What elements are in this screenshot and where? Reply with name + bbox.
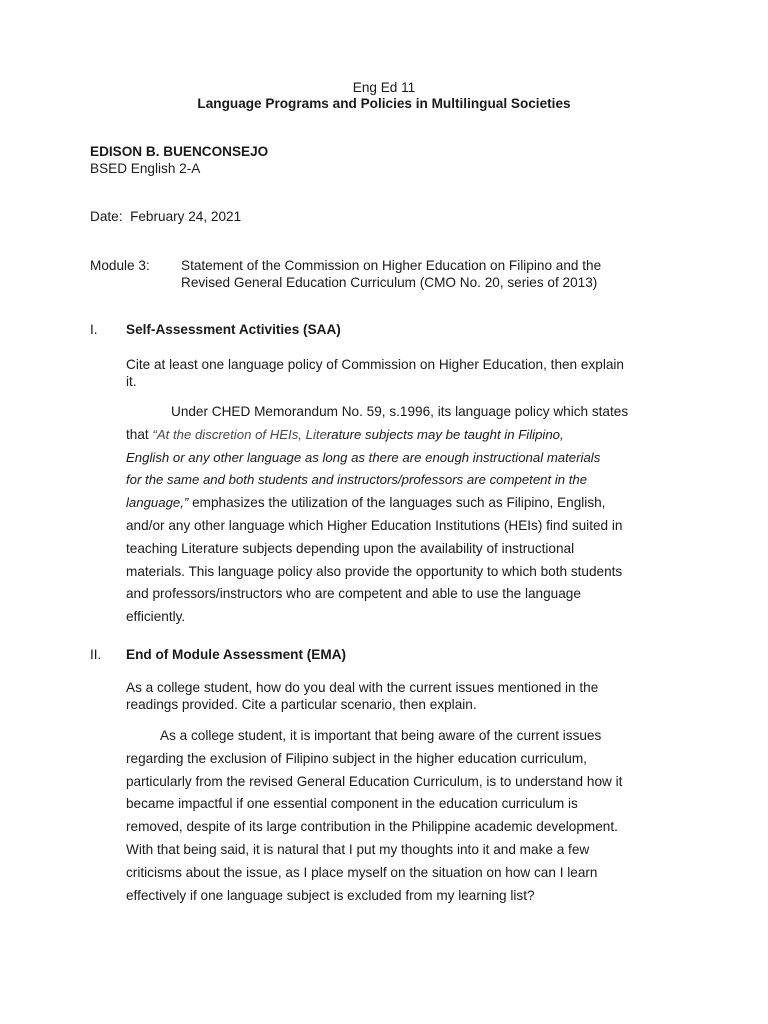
section-1-prompt-line: it. — [126, 374, 137, 389]
document-title: Language Programs and Policies in Multilingual Societies — [197, 96, 571, 111]
answer-line — [126, 492, 686, 515]
policy-quote: language,” — [126, 495, 189, 511]
policy-quote: rature subjects may be taught in Filipino, — [326, 426, 564, 442]
answer-line: efficiently. — [126, 609, 186, 625]
answer-line: teaching Literature subjects depending upon the availability of instructional — [126, 540, 575, 556]
module-label: Module 3: — [90, 258, 150, 273]
answer-line: As a college student, it is important that being aware of the current issues — [160, 728, 602, 743]
date-line — [90, 209, 241, 224]
policy-quote: “At the discretion of HEIs, Lite — [152, 426, 327, 442]
section-2-answer — [126, 725, 686, 907]
answer-line: effectively if one language subject is excluded from my learning list? — [126, 887, 535, 903]
policy-quote-line: for the same and both students and instructors/professors are competent in the — [126, 472, 588, 488]
answer-line: particularly from the revised General Education Curriculum, is to understand how it — [126, 773, 623, 789]
section-2-numeral: II. — [90, 647, 102, 662]
answer-line: became impactful if one essential component in the education curriculum is — [126, 796, 578, 812]
section-2-heading: End of Module Assessment (EMA) — [126, 647, 347, 662]
policy-quote-line: English or any other language as long as there are enough instructional materials — [126, 449, 601, 465]
answer-line: materials. This language policy also provide the opportunity to which both students — [126, 563, 623, 579]
module-title-line-1: Statement of the Commission on Higher Education on Filipino and the — [181, 258, 602, 273]
answer-line: removed, despite of its large contribution in the Philippine academic development. — [126, 819, 618, 835]
section-1-prompt-line: Cite at least one language policy of Commission on Higher Education, then explain — [126, 357, 624, 372]
section-2-prompt — [126, 679, 686, 713]
answer-line — [126, 424, 686, 447]
course-code: Eng Ed 11 — [352, 80, 416, 95]
answer-line: and/or any other language which Higher Education Institutions (HEIs) find suited in — [126, 517, 623, 533]
student-section: BSED English 2-A — [90, 161, 201, 176]
section-2-prompt-line: As a college student, how do you deal with the current issues mentioned in the — [126, 680, 599, 695]
answer-line: regarding the exclusion of Filipino subject in the higher education curriculum, — [126, 750, 587, 766]
answer-line: criticisms about the issue, as I place myself on the situation on how can I learn — [126, 864, 598, 880]
answer-line: Under CHED Memorandum No. 59, s.1996, its language policy which states — [171, 404, 629, 419]
answer-line: and professors/instructors who are competent and able to use the language — [126, 586, 581, 602]
section-1-numeral: I. — [90, 322, 98, 337]
section-1-heading: Self-Assessment Activities (SAA) — [126, 322, 341, 337]
date-value: February 24, 2021 — [130, 209, 242, 224]
answer-line: With that being said, it is natural that I put my thoughts into it and make a few — [126, 841, 590, 857]
section-1-prompt — [126, 356, 686, 390]
module-title-line-2: Revised General Education Curriculum (CMO No. 20, series of 2013) — [181, 275, 598, 290]
answer-text: emphasizes the utilization of the languages such as Filipino, English, — [188, 495, 606, 511]
section-1-answer — [126, 401, 686, 629]
section-2-prompt-line: readings provided. Cite a particular scenario, then explain. — [126, 697, 477, 712]
date-label: Date: — [90, 209, 123, 224]
student-name: EDISON B. BUENCONSEJO — [90, 144, 269, 159]
answer-text: that — [126, 426, 153, 442]
